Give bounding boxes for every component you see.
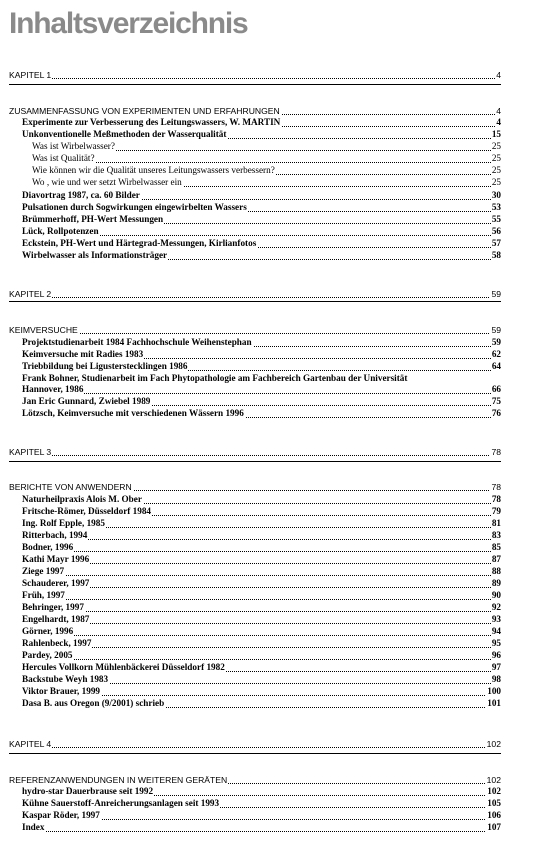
toc-entry-text: Pardey, 2005 — [22, 650, 73, 660]
toc-entry-text: Görner, 1996 — [22, 626, 74, 636]
toc-entry — [0, 105, 536, 117]
toc-entry-text: Was ist Qualität? — [32, 153, 95, 163]
toc-entry — [0, 518, 536, 530]
dot-leader — [22, 831, 501, 832]
toc-entry-page: 95 — [491, 638, 501, 648]
toc-entry-page: 83 — [491, 530, 501, 540]
toc-entry — [0, 686, 536, 698]
toc-entry — [0, 238, 536, 250]
toc-entry-page: 78 — [491, 482, 501, 492]
toc-entry — [0, 614, 536, 626]
toc-entry — [0, 226, 536, 238]
toc-entry — [0, 337, 536, 349]
toc-entry-page: 85 — [491, 542, 501, 552]
toc-entry — [0, 650, 536, 662]
toc-entry-text: Hannover, 1986 — [22, 384, 84, 394]
toc-entry-text: Hercules Vollkorn Mühlenbäckerei Düsseldorf 1982 — [22, 662, 225, 672]
toc-entry — [0, 396, 536, 408]
toc-entry-page: 102 — [487, 786, 501, 796]
toc-entry — [0, 566, 536, 578]
toc-entry — [0, 214, 536, 226]
toc-entry-page: 59 — [491, 337, 501, 347]
toc-entry-text: Kaspar Röder, 1997 — [22, 810, 100, 820]
toc-entry-text: KAPITEL 3 — [9, 447, 52, 457]
toc-entry-text: Lötzsch, Keimversuche mit verschiedenen Wässern 1996 — [22, 408, 244, 418]
toc-entry-text: Jan Eric Gunnard, Zwiebel 1989 — [22, 396, 151, 406]
toc-entry-page: 59 — [491, 289, 501, 299]
toc-entry-text: KEIMVERSUCHE — [9, 325, 78, 335]
toc-entry-text: Backstube Weyh 1983 — [22, 674, 109, 684]
dot-leader — [9, 297, 501, 298]
toc-entry-text: Bodner, 1996 — [22, 542, 74, 552]
toc-entry-text: ZUSAMMENFASSUNG VON EXPERIMENTEN UND ERFAHRUNGEN — [9, 106, 280, 116]
toc-entry — [0, 542, 536, 554]
toc-entry — [0, 774, 536, 786]
toc-entry-page: 25 — [491, 153, 501, 163]
toc-entry-text: Unkonventionelle Meßmethoden der Wasserqualität — [22, 129, 227, 139]
toc-entry-page: 79 — [491, 506, 501, 516]
toc-entry-page: 97 — [491, 662, 501, 672]
toc-entry-text: KAPITEL 4 — [9, 739, 52, 749]
toc-entry-page: 94 — [491, 626, 501, 636]
toc-entry-text: Diavortrag 1987, ca. 60 Bilder — [22, 190, 140, 200]
dot-leader — [22, 635, 501, 636]
toc-entry-text: Triebbildung bei Ligusterstecklingen 1986 — [22, 361, 188, 371]
toc-entry — [0, 578, 536, 590]
toc-entry-page: 56 — [491, 226, 501, 236]
toc-entry-text: Keimversuche mit Radies 1983 — [22, 349, 144, 359]
toc-entry — [0, 554, 536, 566]
toc-entry-page: 87 — [491, 554, 501, 564]
dot-leader — [9, 747, 501, 748]
toc-entry-page: 107 — [487, 822, 501, 832]
toc-entry-page: 81 — [491, 518, 501, 528]
toc-entry-text: Kathi Mayr 1996 — [22, 554, 90, 564]
toc-entry-page: 66 — [491, 384, 501, 394]
dot-leader — [22, 599, 501, 600]
toc-entry-page: 75 — [491, 396, 501, 406]
toc-entry — [0, 408, 536, 420]
toc-entry — [0, 324, 536, 336]
toc-entry-text: Brümmerhoff, PH-Wert Messungen — [22, 214, 164, 224]
toc-entry — [0, 626, 536, 638]
dot-leader — [22, 623, 501, 624]
toc-entry-page: 92 — [491, 602, 501, 612]
toc-entry — [0, 506, 536, 518]
toc-entry-page: 59 — [491, 325, 501, 335]
toc-entry-text: Eckstein, PH-Wert und Härtegrad-Messungen, Kirlianfotos — [22, 238, 257, 248]
toc-entry — [0, 117, 536, 129]
dot-leader — [9, 333, 501, 334]
toc-entry — [0, 446, 536, 458]
toc-entry-page: 15 — [491, 129, 501, 139]
toc-entry-page: 62 — [491, 349, 501, 359]
toc-entry-text: hydro-star Dauerbrause seit 1992 — [22, 786, 154, 796]
toc-entry — [0, 530, 536, 542]
toc-entry — [0, 698, 536, 710]
toc-entry-page: 57 — [491, 238, 501, 248]
toc-entry — [0, 384, 536, 396]
toc-entry-page: 58 — [491, 250, 501, 260]
toc-entry-text: Lück, Rollpotenzen — [22, 226, 99, 236]
toc-entry-text: Wirbelwasser als Informationsträger — [22, 250, 168, 260]
toc-entry — [0, 190, 536, 202]
toc-entry-page: 101 — [487, 698, 501, 708]
toc-entry-page: 25 — [491, 177, 501, 187]
toc-entry — [0, 662, 536, 674]
toc-entry — [0, 590, 536, 602]
toc-entry-page: 4 — [496, 70, 501, 80]
toc-entry-text: Ziege 1997 — [22, 566, 65, 576]
toc-entry-page: 25 — [491, 165, 501, 175]
toc-entry — [0, 786, 536, 798]
toc-entry-text: Ing. Rolf Epple, 1985 — [22, 518, 105, 528]
toc-entry-page: 90 — [491, 590, 501, 600]
toc-entry — [0, 361, 536, 373]
toc-entry-text: Experimente zur Verbesserung des Leitungswassers, W. MARTIN — [22, 117, 281, 127]
toc-entry-text: Viktor Brauer, 1999 — [22, 686, 101, 696]
page-title: Inhaltsverzeichnis — [9, 7, 248, 40]
toc-entry-page: 55 — [491, 214, 501, 224]
toc-entry-text: Schauderer, 1997 — [22, 578, 90, 588]
dot-leader — [22, 611, 501, 612]
toc-entry-page: 78 — [491, 494, 501, 504]
toc-entry-page: 78 — [491, 447, 501, 457]
dot-leader — [22, 563, 501, 564]
toc-entry — [0, 202, 536, 214]
toc-entry — [0, 810, 536, 822]
dot-leader — [9, 455, 501, 456]
toc-entry-page: 30 — [491, 190, 501, 200]
toc-entry-page: 98 — [491, 674, 501, 684]
toc-entry-page: 25 — [491, 141, 501, 151]
toc-entry-text: KAPITEL 1 — [9, 70, 52, 80]
toc-entry-text: Pulsationen durch Sogwirkungen eingewirbelten Wassers — [22, 202, 247, 212]
toc-entry — [0, 288, 536, 300]
toc-entry-text: Wo , wie und wer setzt Wirbelwasser ein — [32, 177, 182, 187]
toc-entry — [0, 798, 536, 810]
section-divider — [9, 461, 501, 462]
toc-entry-text: Rahlenbeck, 1997 — [22, 638, 92, 648]
toc-entry-text: Ritterbach, 1994 — [22, 530, 88, 540]
toc-entry-page: 76 — [491, 408, 501, 418]
dot-leader — [22, 647, 501, 648]
dot-leader — [22, 659, 501, 660]
toc-entry — [0, 822, 536, 834]
toc-entry-page: 102 — [486, 739, 501, 749]
toc-entry-text: Projektstudienarbeit 1984 Fachhochschule Weihenstephan — [22, 337, 252, 347]
toc-entry-text: Naturheilpraxis Alois M. Ober — [22, 494, 142, 504]
toc-entry-page: 53 — [491, 202, 501, 212]
toc-entry-text: Kühne Sauerstoff-Anreicherungsanlagen seit 1993 — [22, 798, 220, 808]
toc-entry-text: Dasa B. aus Oregon (9/2001) schrieb — [22, 698, 165, 708]
toc-entry-page: 4 — [496, 117, 501, 127]
toc-entry — [0, 738, 536, 750]
toc-entry-page: 106 — [487, 810, 501, 820]
toc-entry-page: 64 — [491, 361, 501, 371]
toc-entry-text: Fritsche-Römer, Düsseldorf 1984 — [22, 506, 152, 516]
toc-entry-page: 96 — [491, 650, 501, 660]
toc-entry-page: 105 — [487, 798, 501, 808]
toc-entry — [0, 177, 536, 189]
toc-entry-text: Behringer, 1997 — [22, 602, 84, 612]
dot-leader — [32, 162, 501, 163]
toc-entry-page: 88 — [491, 566, 501, 576]
toc-entry-text: Was ist Wirbelwasser? — [32, 141, 115, 151]
dot-leader — [22, 539, 501, 540]
dot-leader — [22, 551, 501, 552]
toc-entry — [0, 153, 536, 165]
toc-entry — [0, 129, 536, 141]
toc-entry-page: 93 — [491, 614, 501, 624]
toc-entry-page: 102 — [486, 775, 501, 785]
toc-entry — [0, 494, 536, 506]
toc-entry-text: BERICHTE VON ANWENDERN — [9, 482, 132, 492]
toc-entry — [0, 481, 536, 493]
toc-entry-text: Engelhardt, 1987 — [22, 614, 90, 624]
dot-leader — [22, 575, 501, 576]
toc-entry — [0, 638, 536, 650]
toc-entry — [0, 141, 536, 153]
toc-entry-page: 4 — [496, 106, 501, 116]
section-divider — [9, 301, 501, 302]
section-divider — [9, 84, 501, 85]
dot-leader — [22, 587, 501, 588]
dot-leader — [9, 78, 501, 79]
toc-entry — [0, 250, 536, 262]
toc-entry — [0, 69, 536, 81]
toc-entry-text: Früh, 1997 — [22, 590, 65, 600]
toc-entry-text: Index — [22, 822, 45, 832]
dot-leader — [22, 393, 501, 394]
toc-entry — [0, 165, 536, 177]
toc-entry — [0, 349, 536, 361]
toc-entry-page: 100 — [487, 686, 501, 696]
toc-entry — [0, 602, 536, 614]
toc-entry-text: Wie können wir die Qualität unseres Leitungswassers verbessern? — [32, 165, 275, 175]
toc-entry-text: REFERENZANWENDUNGEN IN WEITEREN GERÄTEN — [9, 775, 228, 785]
toc-entry-text: KAPITEL 2 — [9, 289, 52, 299]
section-divider — [9, 753, 501, 754]
toc-entry — [0, 674, 536, 686]
toc-entry-page: 89 — [491, 578, 501, 588]
toc-entry-text: Frank Bohner, Studienarbeit im Fach Phytopathologie am Fachbereich Gartenbau der Universität — [22, 373, 408, 383]
